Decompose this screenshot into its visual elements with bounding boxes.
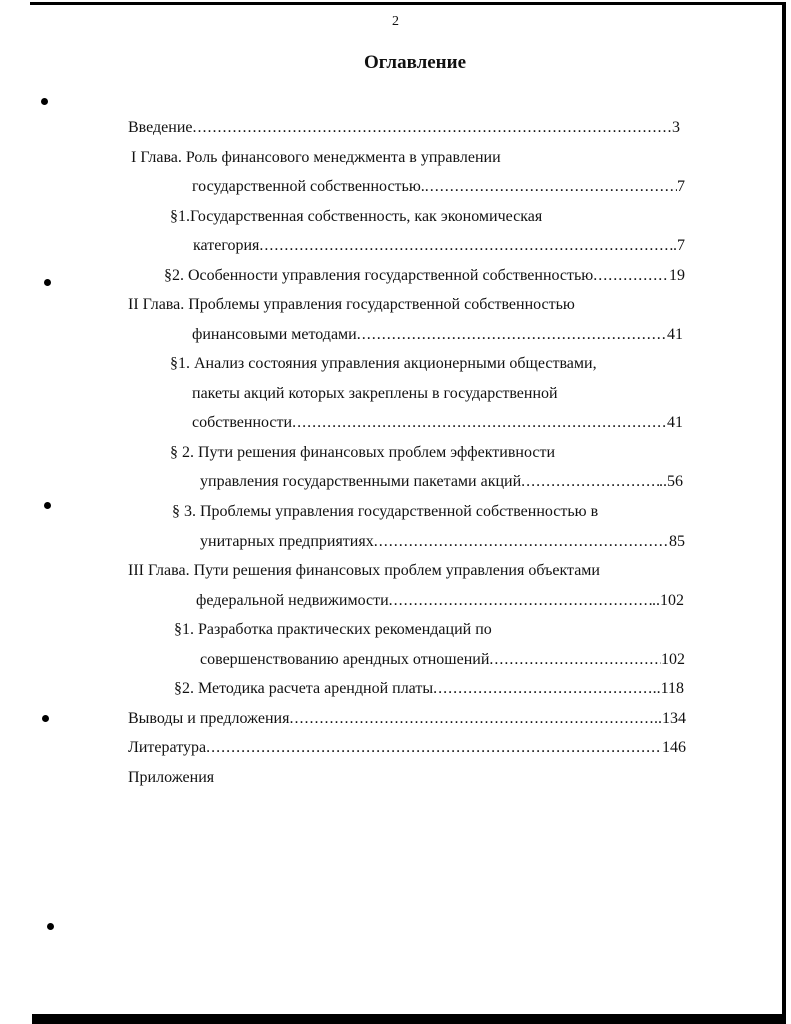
- page-border-top: [30, 2, 786, 5]
- toc-leader-dots: [433, 679, 652, 699]
- toc-leader-dots: [206, 738, 662, 758]
- toc-entry-section-2-1-cont2[interactable]: [192, 413, 683, 433]
- scan-mark: [44, 279, 51, 286]
- toc-page-number: 41: [667, 414, 683, 431]
- toc-entry-text: категория: [193, 237, 260, 254]
- toc-page-number: ..56: [659, 473, 683, 490]
- toc-entry-section-1-1[interactable]: [170, 207, 542, 227]
- toc-entry-text: собственности: [192, 414, 293, 431]
- toc-leader-dots: [292, 413, 667, 433]
- toc-leader-dots: [357, 325, 667, 345]
- toc-leader-dots: [489, 650, 661, 670]
- toc-entry-text: §1. Разработка практических рекомендаций по: [174, 621, 492, 638]
- toc-leader-dots: [593, 266, 669, 286]
- toc-entry-section-3-1[interactable]: [174, 620, 492, 640]
- scan-mark: [41, 98, 48, 105]
- toc-entry-text: государственной собственностью.: [192, 178, 425, 195]
- toc-entry-appendices[interactable]: [128, 768, 214, 788]
- scan-mark: [42, 715, 49, 722]
- toc-leader-dots: [374, 532, 669, 552]
- toc-entry-text: унитарных предприятиях: [200, 533, 374, 550]
- toc-entry-section-3-1-cont[interactable]: [200, 650, 685, 670]
- toc-entry-text: I Глава. Роль финансового менеджмента в управлении: [131, 149, 501, 166]
- toc-entry-text: Выводы и предложения: [128, 710, 290, 727]
- toc-leader-dots: [521, 472, 659, 492]
- toc-entry-section-2-2-cont[interactable]: [200, 472, 683, 492]
- toc-entry-chapter-2-cont[interactable]: [192, 325, 683, 345]
- toc-entry-text: пакеты акций которых закреплены в государственной: [192, 385, 558, 402]
- toc-entry-text: совершенствованию арендных отношений: [200, 651, 490, 668]
- toc-entry-introduction[interactable]: [128, 118, 680, 138]
- toc-leader-dots: [193, 118, 673, 138]
- toc-entry-chapter-2[interactable]: [128, 295, 575, 315]
- toc-entry-text: §2. Особенности управления государственной собственностью: [164, 267, 594, 284]
- toc-entry-section-2-2[interactable]: [170, 443, 555, 463]
- toc-page-number: ..134: [654, 710, 686, 727]
- toc-page-number: ..102: [652, 592, 684, 609]
- toc-entry-text: §1. Анализ состояния управления акционерными обществами,: [170, 355, 597, 372]
- toc-entry-text: § 2. Пути решения финансовых проблем эффективности: [170, 444, 555, 461]
- scan-mark: [47, 923, 54, 930]
- page-title: Оглавление: [363, 52, 467, 73]
- toc-page-number: 3: [672, 119, 680, 136]
- toc-entry-section-1-1-cont[interactable]: [193, 236, 685, 256]
- toc-leader-dots: [289, 709, 654, 729]
- toc-entry-text: II Глава. Проблемы управления государственной собственностью: [128, 296, 575, 313]
- toc-page-number: 7: [677, 178, 685, 195]
- toc-page-number: 85: [669, 533, 685, 550]
- toc-entry-text: федеральной недвижимости: [196, 592, 389, 609]
- toc-entry-conclusions[interactable]: [128, 709, 686, 729]
- toc-page-number: 41: [667, 326, 683, 343]
- scan-mark: [44, 502, 51, 509]
- toc-entry-section-2-1[interactable]: [170, 354, 597, 374]
- toc-entry-section-2-3[interactable]: [172, 502, 598, 522]
- toc-page-number: 146: [662, 739, 686, 756]
- toc-entry-section-2-3-cont[interactable]: [200, 532, 685, 552]
- toc-entry-text: Приложения: [128, 769, 215, 786]
- toc-entry-chapter-1-cont[interactable]: [192, 177, 685, 197]
- toc-leader-dots: [259, 236, 673, 256]
- toc-entry-text: управления государственными пакетами акций: [200, 473, 522, 490]
- toc-entry-text: §1.Государственная собственность, как экономическая: [170, 208, 543, 225]
- page-number: 2: [392, 14, 399, 29]
- toc-entry-text: Литература: [128, 739, 207, 756]
- toc-entry-chapter-3[interactable]: [128, 561, 600, 581]
- page-border-bottom: [32, 1014, 786, 1024]
- toc-entry-section-1-2[interactable]: [164, 266, 685, 286]
- toc-entry-literature[interactable]: [128, 738, 686, 758]
- toc-leader-dots: [389, 591, 652, 611]
- toc-entry-section-3-2[interactable]: [174, 679, 684, 699]
- toc-page-number: 19: [669, 267, 685, 284]
- toc-entry-chapter-1[interactable]: [131, 148, 501, 168]
- toc-entry-chapter-3-cont[interactable]: [196, 591, 684, 611]
- toc-entry-text: Введение: [128, 119, 193, 136]
- toc-entry-text: финансовыми методами: [192, 326, 357, 343]
- toc-entry-text: §2. Методика расчета арендной платы: [174, 680, 434, 697]
- page-border-right: [782, 2, 786, 1024]
- toc-page-number: .7: [673, 237, 685, 254]
- toc-page-number: 102: [661, 651, 685, 668]
- toc-entry-text: § 3. Проблемы управления государственной собственностью в: [172, 503, 599, 520]
- toc-entry-text: III Глава. Пути решения финансовых проблем управления объектами: [128, 562, 600, 579]
- toc-page-number: ..118: [652, 680, 684, 697]
- toc-entry-section-2-1-cont[interactable]: [192, 384, 558, 404]
- toc-leader-dots: [425, 177, 677, 197]
